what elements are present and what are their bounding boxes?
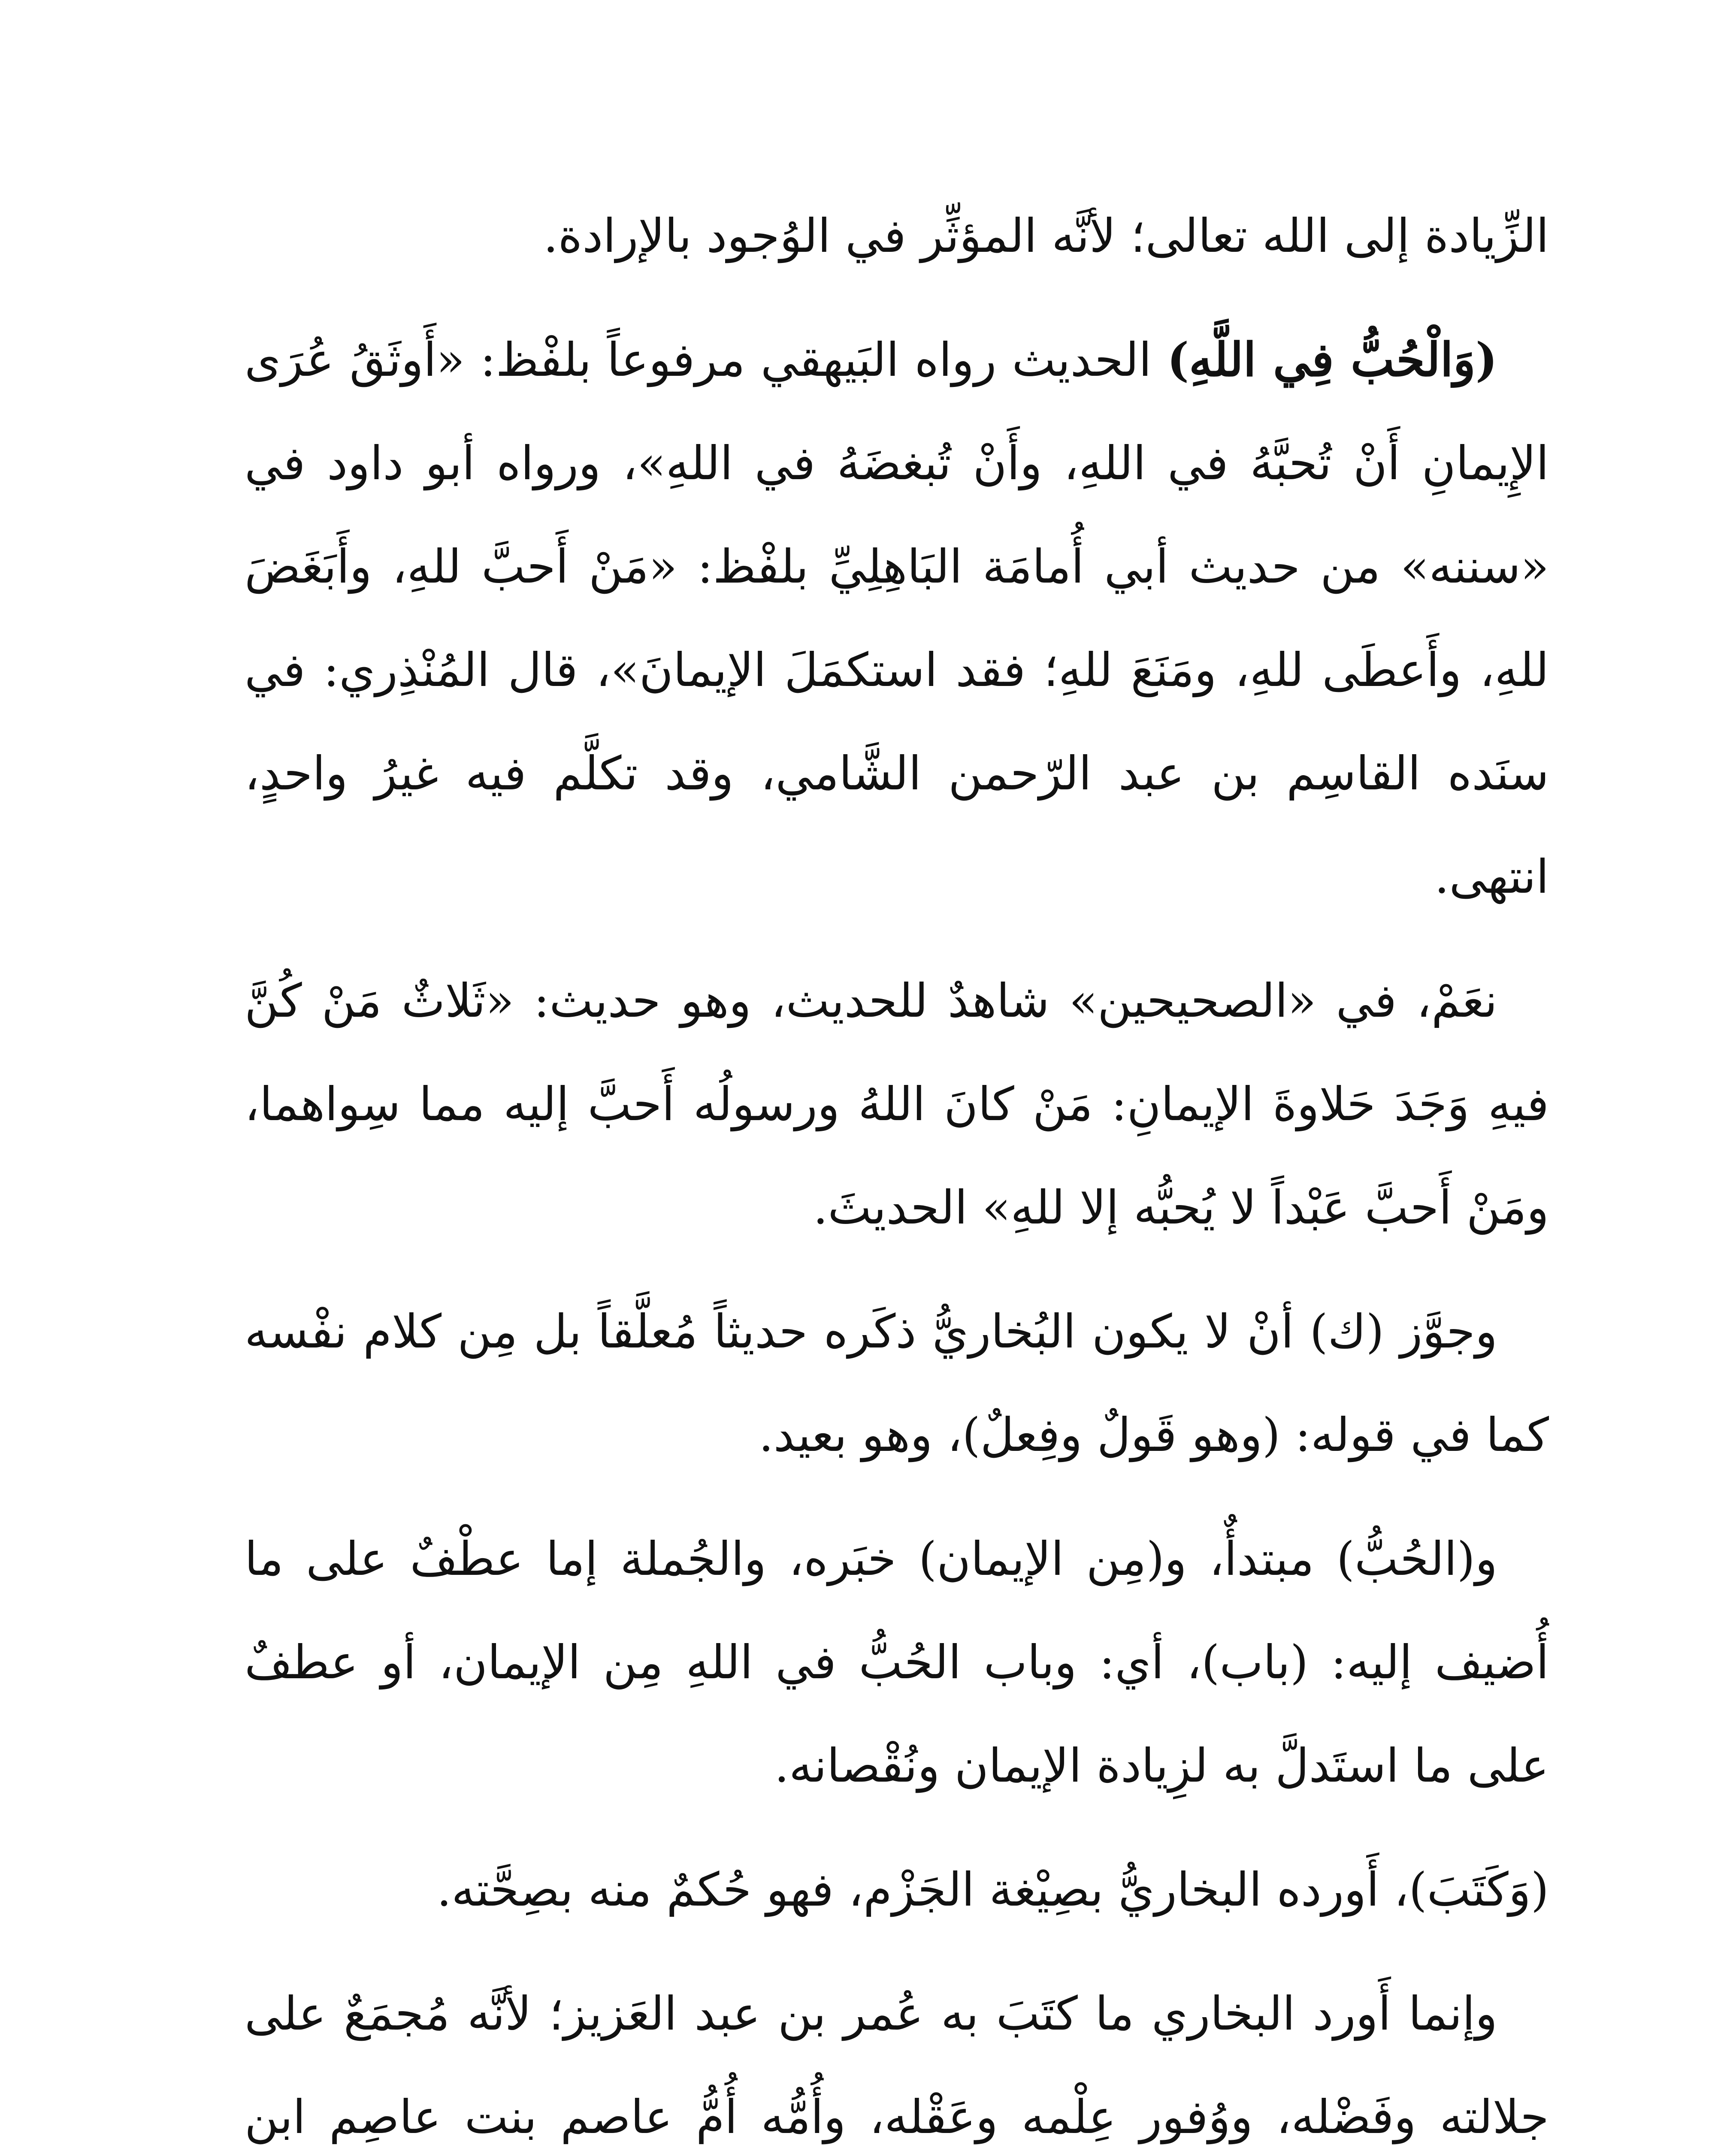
paragraph-1 [245,184,1549,288]
paragraph-5 [245,1508,1549,1818]
page-body [245,184,1549,2145]
paragraph-4-text: وجوَّز (ك) أنْ لا يكون البُخاريُّ ذكَره حديثاً مُعلَّقاً بل مِن كلام نفْسه كما في قوله: (وهو قَولٌ وفِعلٌ)، وهو بعيد. [245,1305,1549,1462]
paragraph-2-term: (وَالْحُبُّ فِي اللَّهِ) [1167,333,1497,387]
paragraph-3-text: نعَمْ، في «الصحيحين» شاهدٌ للحديث، وهو حديث: «ثَلاثٌ مَنْ كُنَّ فيهِ وَجَدَ حَلاوةَ الإيمانِ: مَنْ كانَ اللهُ ورسولُه أَحبَّ إليه مما سِواهما، ومَنْ أَحبَّ عَبْداً لا يُحبُّه إلا للهِ» الحديثَ. [245,974,1549,1235]
paragraph-3 [245,949,1549,1260]
paragraph-4 [245,1280,1549,1487]
paragraph-6-text: (وَكَتَبَ)، أَورده البخاريُّ بصِيْغة الجَزْم، فهو حُكمٌ منه بصِحَّته. [436,1863,1549,1917]
paragraph-2 [245,308,1549,929]
paragraph-5-text: و(الحُبُّ) مبتدأٌ، و(مِن الإيمان) خبَره، والجُملة إما عطْفٌ على ما أُضيف إليه: (باب)، أي: وباب الحُبُّ في اللهِ مِن الإيمان، أو عطفٌ على ما استَدلَّ به لزِيادة الإيمان ونُقْصانه. [245,1532,1549,1793]
paragraph-7 [245,1962,1549,2145]
paragraph-1-text: الزِّيادة إلى الله تعالى؛ لأنَّه المؤثِّر في الوُجود بالإرادة. [543,209,1549,263]
paragraph-7-text: وإنما أَورد البخاري ما كتَبَ به عُمر بن عبد العَزيز؛ لأنَّه مُجمَعٌ على جلالته وفَضْله، ووُفور عِلْمه وعَقْله، وأُمُّه أُمُّ عاصم بنت عاصِم ابن [245,1987,1549,2144]
paragraph-2-text: الحديث رواه البَيهقي مرفوعاً بلفْظ: «أَوثَقُ عُرَى الإِيمانِ أَنْ تُحبَّهُ في اللهِ، وأَنْ تُبغضَهُ في اللهِ»، ورواه أبو داود في «سننه» من حديث أبي أُمامَة البَاهِلِيِّ بلفْظ: «مَنْ أَحبَّ للهِ، وأَبَغَضَ للهِ، وأَعطَى للهِ، ومَنَعَ للهِ؛ فقد استكمَلَ الإيمانَ»، قال المُنْذِري: في سنَده القاسِم بن عبد الرّحمن الشَّامي، وقد تكلَّم فيه غيرُ واحدٍ، انتهى. [245,333,1549,904]
paragraph-6 [245,1838,1549,1942]
